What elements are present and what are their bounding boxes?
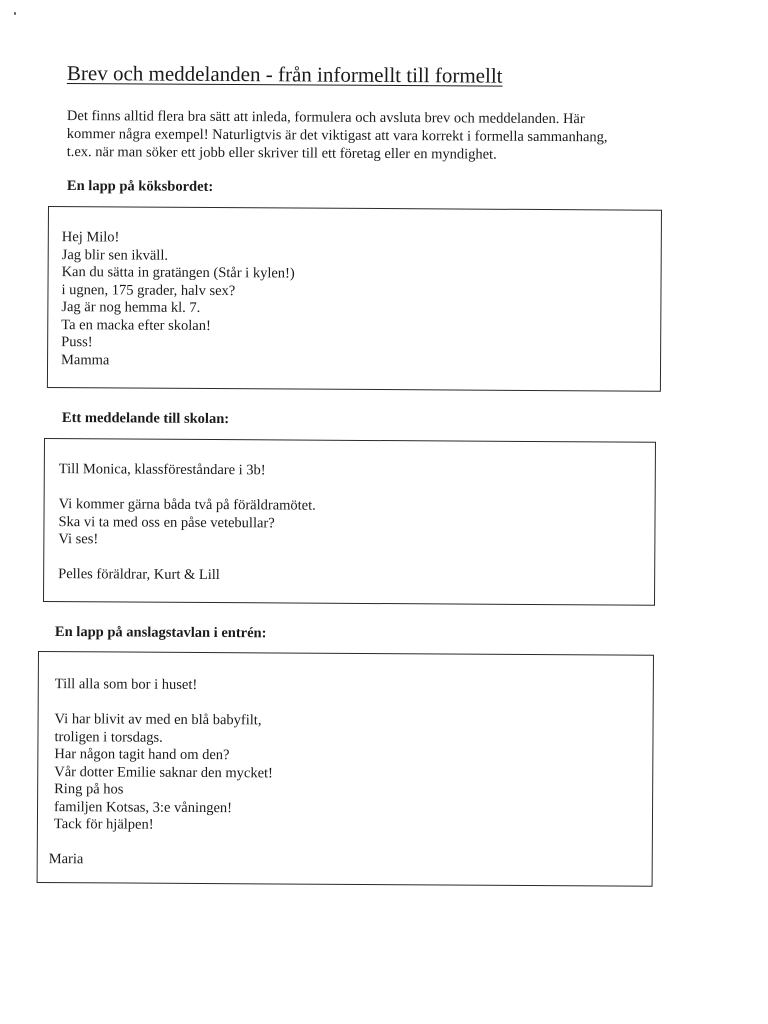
note-signature: Maria (48, 851, 84, 868)
intro-line: Det finns alltid flera bra sätt att inleda, formulera och avsluta brev och meddelanden. Här (66, 107, 585, 128)
note-line: i ugnen, 175 grader, halv sex? (61, 281, 236, 299)
intro-paragraph (67, 107, 667, 165)
section-heading-notice-board: En lapp på anslagstavlan i entrén: (54, 624, 267, 642)
note-line: Vi kommer gärna båda två på föräldramötet. (58, 496, 316, 514)
notice-board-box (37, 651, 654, 887)
note-line: Jag blir sen ikväll. (61, 246, 169, 264)
note-line: Hej Milo! (61, 229, 120, 246)
note-line: Ta en macka efter skolan! (61, 316, 211, 334)
note-signature: Mamma (61, 351, 110, 368)
note-greeting: Till Monica, klassföreståndare i 3b! (58, 461, 266, 479)
note-line: Ring på hos (54, 781, 124, 798)
note-line: Jag är nog hemma kl. 7. (61, 299, 201, 316)
intro-line: t.ex. när man söker ett jobb eller skriver till ett företag eller en myndighet. (66, 143, 497, 163)
section-heading-school-message: Ett meddelande till skolan: (61, 410, 230, 428)
note-line: Tack för hjälpen! (53, 816, 154, 833)
note-signature: Pelles föräldrar, Kurt & Lill (58, 566, 220, 584)
note-line: Vi har blivit av med en blå babyfilt, (54, 711, 262, 729)
note-greeting: Till alla som bor i huset! (54, 676, 198, 693)
section-heading-kitchen-note: En lapp på köksbordet: (66, 178, 214, 195)
school-message-box (43, 438, 656, 606)
note-line: Kan du sätta in gratängen (Står i kylen!) (61, 264, 295, 282)
page-title: Brev och meddelanden - från informellt till formellt (66, 61, 503, 88)
note-line: Ska vi ta med oss en påse vetebullar? (58, 513, 275, 531)
intro-line: kommer några exempel! Naturligtvis är det viktigast att vara korrekt i formella sammanhang, (66, 125, 608, 146)
note-line: Vi ses! (58, 531, 99, 548)
note-line: Vår dotter Emilie saknar den mycket! (54, 763, 273, 781)
scan-speck (14, 12, 16, 15)
note-line: Puss! (61, 334, 93, 351)
note-line: familjen Kotsas, 3:e våningen! (54, 798, 233, 816)
note-line: troligen i torsdags. (54, 728, 163, 746)
note-line: Har någon tagit hand om den? (54, 746, 230, 764)
kitchen-note-box (47, 206, 662, 392)
